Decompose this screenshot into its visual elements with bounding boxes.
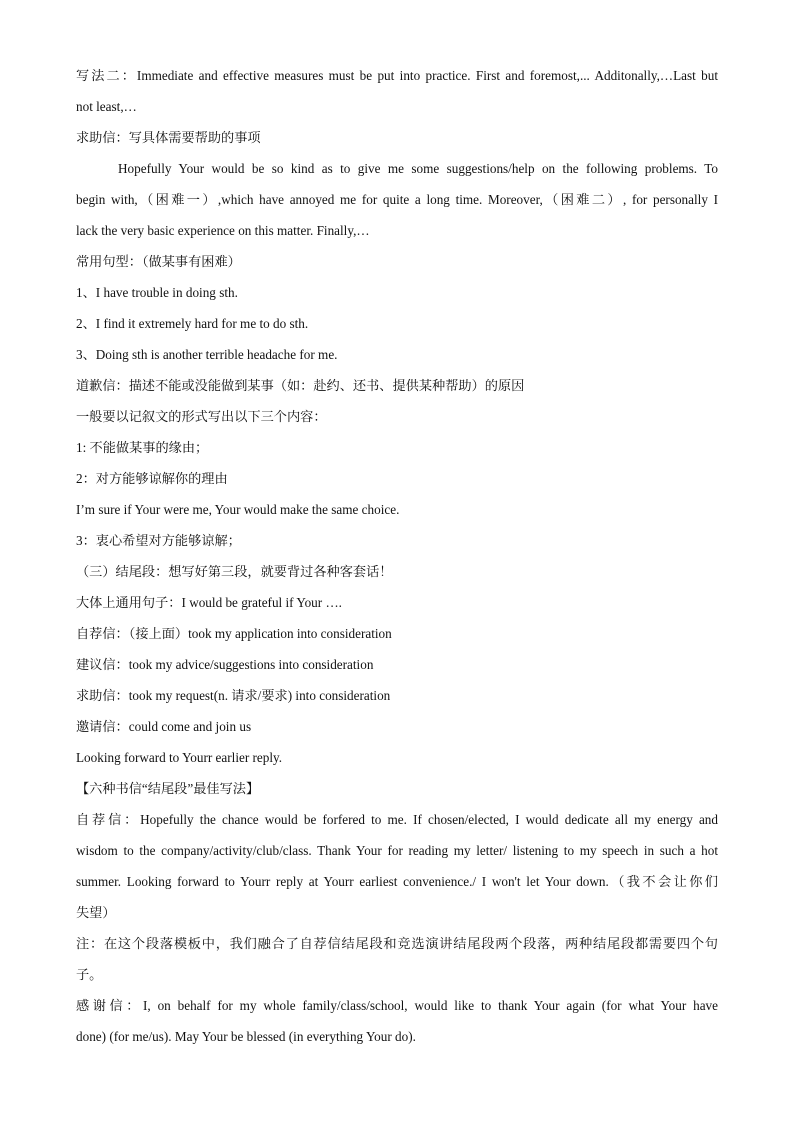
- text-line: 感谢信：I, on behalf for my whole family/class/school, would like to thank Your again (for what Your have: [76, 998, 718, 1013]
- text-line: 写法二：Immediate and effective measures must be put into practice. First and foremost,... Additonally,…Last but: [76, 68, 718, 83]
- text-line: I’m sure if Your were me, Your would make the same choice.: [76, 502, 400, 517]
- text-line: 失望）: [76, 905, 116, 920]
- section-heading: 求助信：写具体需要帮助的事项: [76, 130, 261, 145]
- text-line: 一般要以记叙文的形式写出以下三个内容：: [76, 409, 327, 424]
- text-line: 邀请信：could come and join us: [76, 719, 252, 734]
- text-line: Hopefully Your would be so kind as to give me some suggestions/help on the following problems. To: [118, 161, 718, 176]
- note-line: 子。: [76, 967, 103, 982]
- list-item: 2：对方能够谅解你的理由: [76, 471, 228, 486]
- list-item: 3：衷心希望对方能够谅解；: [76, 533, 241, 548]
- text-line: 自荐信：（接上面）took my application into consideration: [76, 626, 392, 641]
- note-line: 注：在这个段落模板中，我们融合了自荐信结尾段和竞选演讲结尾段两个段落，两种结尾段都需要四个句: [76, 936, 718, 951]
- text-line: 自荐信：Hopefully the chance would be forfered to me. If chosen/elected, I would dedicate all my energy and: [76, 812, 718, 827]
- text-line: 求助信：took my request(n. 请求/要求) into consideration: [76, 688, 391, 703]
- section-heading: 【六种书信“结尾段”最佳写法】: [76, 781, 260, 796]
- list-item: 1: 不能做某事的缘由；: [76, 440, 209, 455]
- text-line: done) (for me/us). May Your be blessed (in everything Your do).: [76, 1029, 416, 1044]
- list-item: 3、Doing sth is another terrible headache for me.: [76, 347, 338, 362]
- text-line: begin with,（困难一）,which have annoyed me for quite a long time. Moreover,（困难二）, for personally I: [76, 192, 718, 207]
- text-line: 大体上通用句子：I would be grateful if Your ….: [76, 595, 342, 610]
- text-line: Looking forward to Yourr earlier reply.: [76, 750, 283, 765]
- text-line: 建议信：took my advice/suggestions into consideration: [76, 657, 374, 672]
- section-heading: 常用句型：（做某事有困难）: [76, 254, 241, 269]
- text-line: summer. Looking forward to Yourr reply at Yourr earliest convenience./ I won't let Your down.（我不会让你们: [76, 874, 718, 889]
- text-line: lack the very basic experience on this matter. Finally,…: [76, 223, 370, 238]
- list-item: 1、I have trouble in doing sth.: [76, 285, 238, 300]
- text-line: not least,…: [76, 99, 137, 114]
- text-line: wisdom to the company/activity/club/class. Thank Your for reading my letter/ listening to my speech in such a hot: [76, 843, 718, 858]
- list-item: 2、I find it extremely hard for me to do sth.: [76, 316, 309, 331]
- document-page: [76, 60, 718, 1052]
- section-heading: （三）结尾段：想写好第三段，就要背过各种客套话！: [76, 564, 393, 579]
- section-heading: 道歉信：描述不能或没能做到某事（如：赴约、还书、提供某种帮助）的原因: [76, 378, 525, 393]
